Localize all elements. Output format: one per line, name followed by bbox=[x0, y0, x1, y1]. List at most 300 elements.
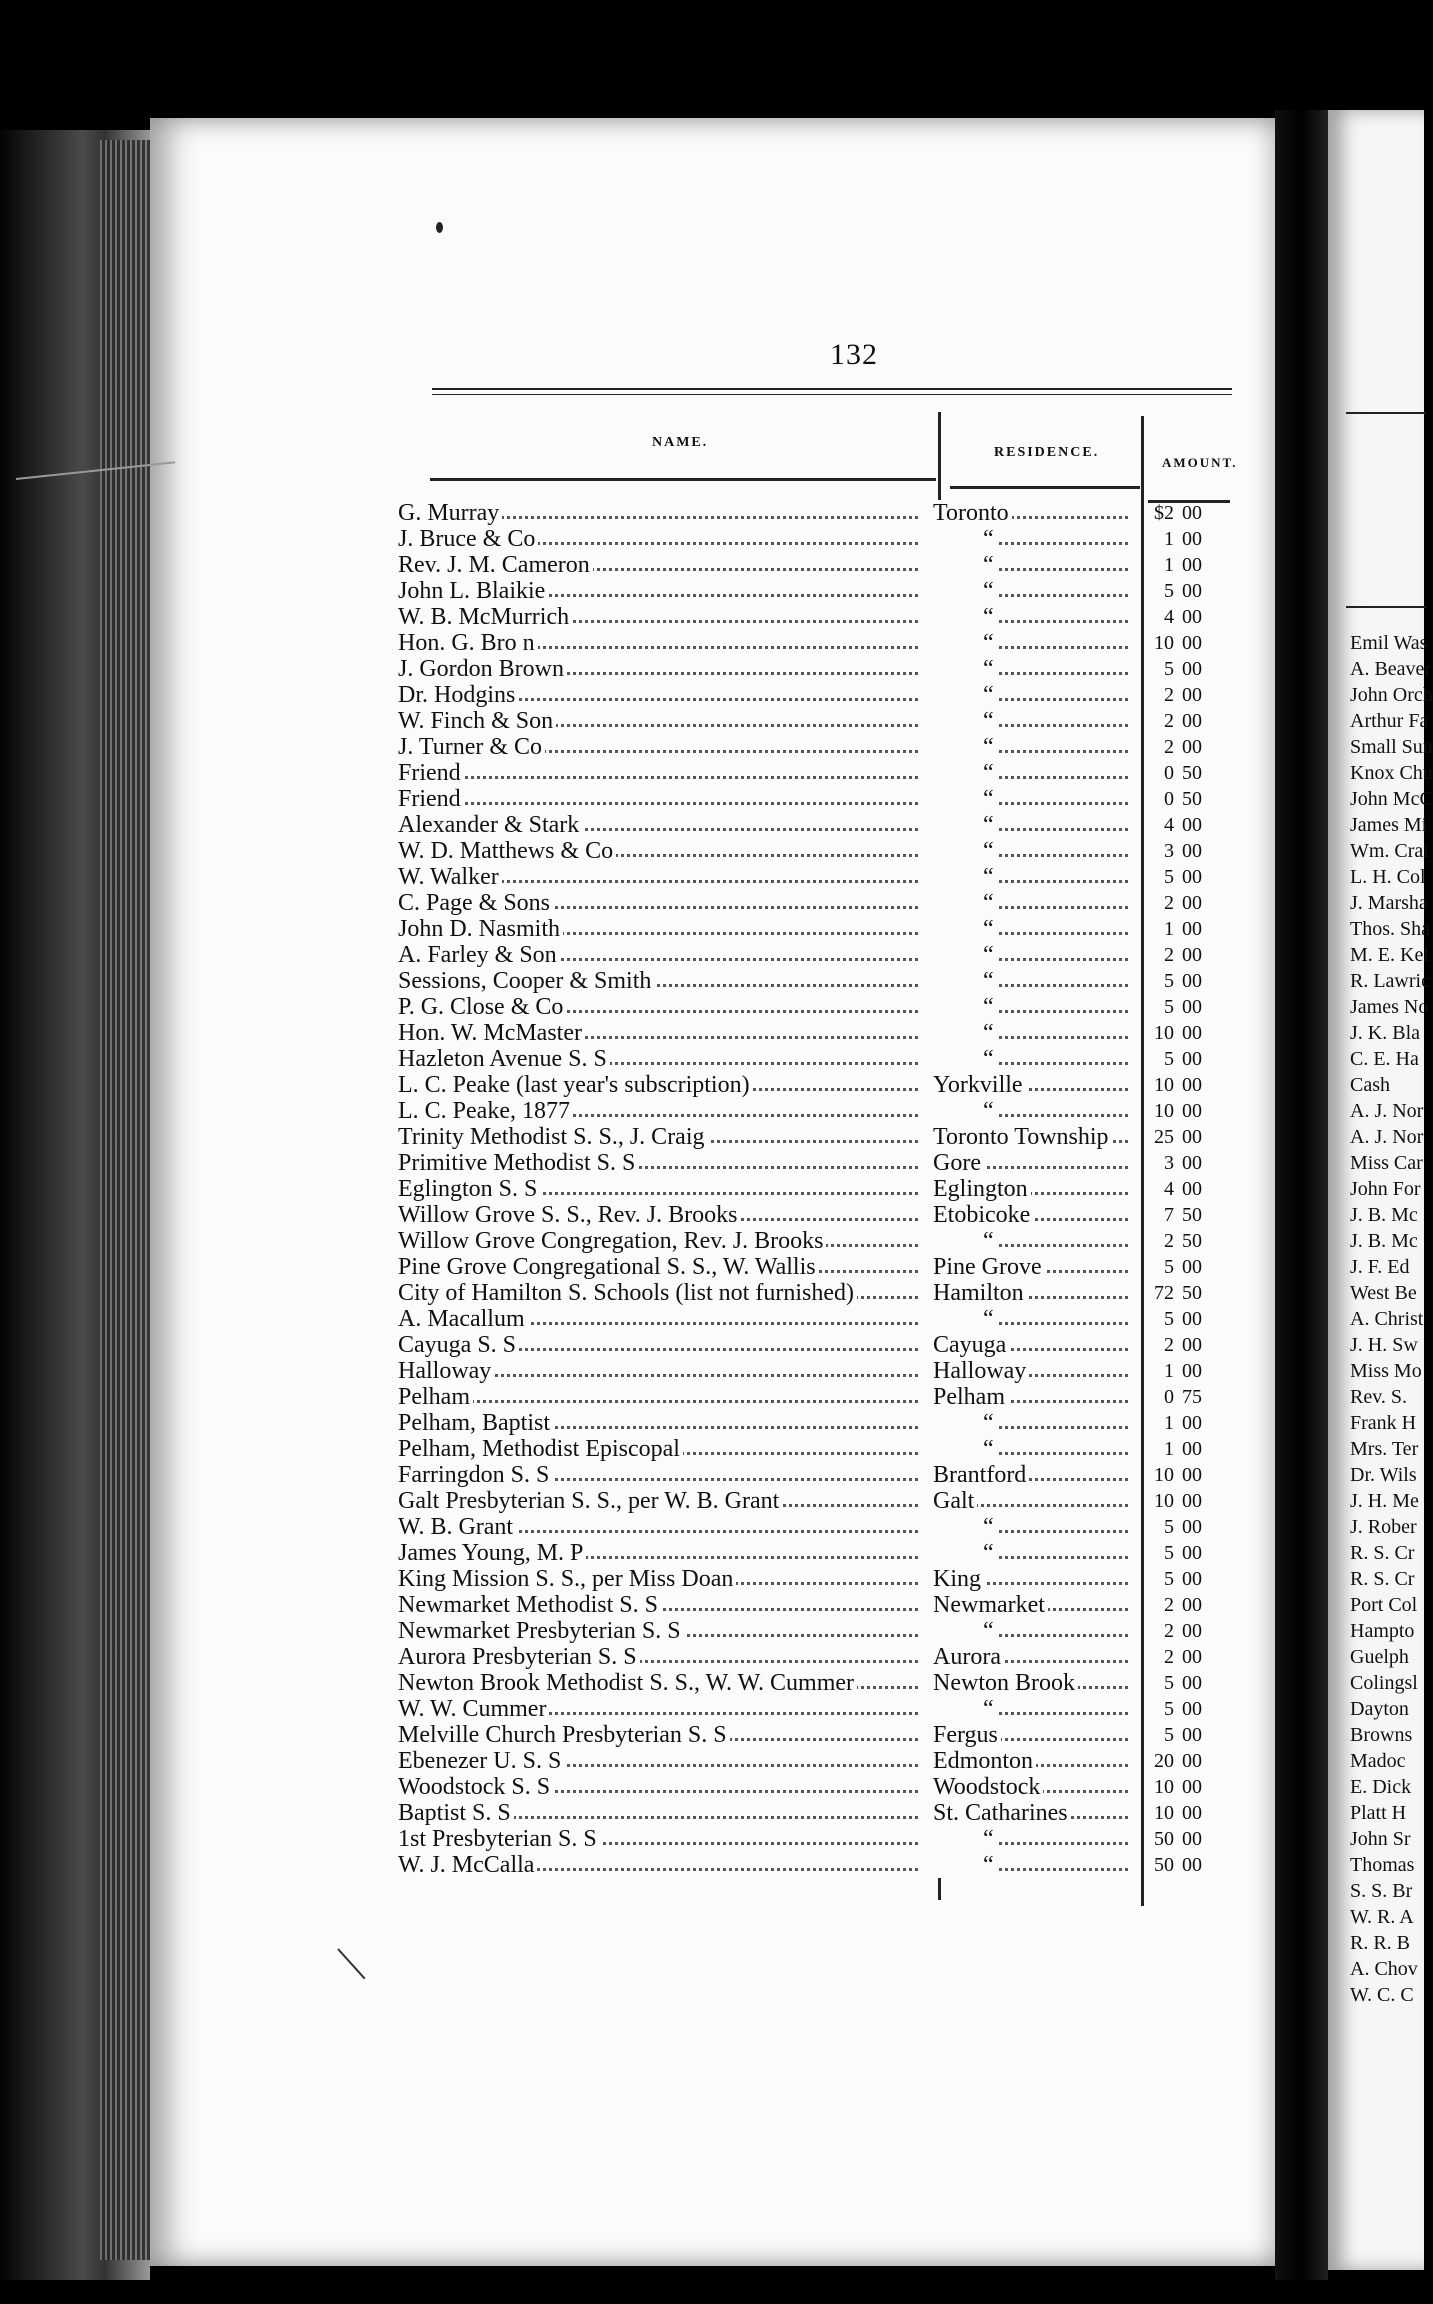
amount-cell bbox=[1136, 1098, 1236, 1124]
amount-cents: 00 bbox=[1182, 814, 1202, 836]
residence-text: Woodstock bbox=[933, 1774, 1043, 1800]
amount-cents: 00 bbox=[1182, 1620, 1202, 1642]
amount-cell bbox=[1136, 1150, 1236, 1176]
table-row bbox=[398, 1670, 1248, 1696]
residence-text: Gore bbox=[933, 1150, 984, 1176]
facing-entry: J. H. Me bbox=[1350, 1490, 1419, 1512]
residence-text: “ bbox=[933, 1306, 997, 1332]
amount-cents: 00 bbox=[1182, 684, 1202, 706]
facing-entry: Guelph bbox=[1350, 1646, 1409, 1668]
name-cell bbox=[398, 994, 918, 1020]
residence-cell bbox=[933, 526, 1128, 552]
table-row bbox=[398, 786, 1248, 812]
table-row bbox=[398, 1462, 1248, 1488]
residence-text: Halloway bbox=[933, 1358, 1029, 1384]
name-cell bbox=[398, 552, 918, 578]
name-cell bbox=[398, 1098, 918, 1124]
table-row bbox=[398, 734, 1248, 760]
residence-cell bbox=[933, 682, 1128, 708]
residence-cell bbox=[933, 708, 1128, 734]
subscriber-name: Woodstock S. S bbox=[398, 1774, 553, 1800]
name-cell bbox=[398, 1514, 918, 1540]
residence-text: Newton Brook bbox=[933, 1670, 1078, 1696]
subscriber-name: Halloway bbox=[398, 1358, 494, 1384]
residence-text: “ bbox=[933, 1410, 997, 1436]
amount-cents: 00 bbox=[1182, 1048, 1202, 1070]
page-edges bbox=[100, 140, 150, 2260]
amount-dollars: 10 bbox=[1154, 1022, 1174, 1044]
residence-cell bbox=[933, 1046, 1128, 1072]
residence-cell bbox=[933, 1332, 1128, 1358]
residence-text: “ bbox=[933, 1020, 997, 1046]
residence-text: Cayuga bbox=[933, 1332, 1009, 1358]
subscriber-name: W. Walker bbox=[398, 864, 502, 890]
amount-dollars: 50 bbox=[1154, 1828, 1174, 1850]
amount-cell bbox=[1136, 1826, 1236, 1852]
table-row bbox=[398, 1774, 1248, 1800]
residence-cell bbox=[933, 864, 1128, 890]
amount-cents: 00 bbox=[1182, 580, 1202, 602]
subscriber-name: J. Gordon Brown bbox=[398, 656, 567, 682]
residence-cell bbox=[933, 604, 1128, 630]
amount-dollars: 1 bbox=[1164, 918, 1174, 940]
facing-entry: Wm. Crai bbox=[1350, 840, 1429, 862]
amount-dollars: 2 bbox=[1164, 944, 1174, 966]
residence-cell bbox=[933, 1774, 1128, 1800]
facing-entry: A. Christ bbox=[1350, 1308, 1424, 1330]
subscriber-name: 1st Presbyterian S. S bbox=[398, 1826, 600, 1852]
facing-entry: E. Dick bbox=[1350, 1776, 1412, 1798]
name-cell bbox=[398, 1124, 918, 1150]
subscriber-name: Eglington S. S bbox=[398, 1176, 540, 1202]
amount-cents: 00 bbox=[1182, 840, 1202, 862]
residence-cell bbox=[933, 500, 1128, 526]
facing-entry: Rev. S. bbox=[1350, 1386, 1408, 1408]
name-cell bbox=[398, 890, 918, 916]
name-cell bbox=[398, 786, 918, 812]
name-cell bbox=[398, 864, 918, 890]
amount-cell bbox=[1136, 1202, 1236, 1228]
table-row bbox=[398, 526, 1248, 552]
facing-entry: Colingsl bbox=[1350, 1672, 1418, 1694]
table-row bbox=[398, 1254, 1248, 1280]
amount-dollars: 50 bbox=[1154, 1854, 1174, 1876]
amount-cell bbox=[1136, 1358, 1236, 1384]
facing-entry: Emil Was bbox=[1350, 632, 1428, 654]
amount-cell bbox=[1136, 994, 1236, 1020]
table-row bbox=[398, 1618, 1248, 1644]
name-cell bbox=[398, 1358, 918, 1384]
amount-cents: 00 bbox=[1182, 1854, 1202, 1876]
residence-cell bbox=[933, 1254, 1128, 1280]
amount-dollars: 1 bbox=[1164, 1360, 1174, 1382]
subscriber-name: W. D. Matthews & Co bbox=[398, 838, 616, 864]
residence-text: “ bbox=[933, 1046, 997, 1072]
name-cell bbox=[398, 968, 918, 994]
residence-text: “ bbox=[933, 1514, 997, 1540]
residence-text: “ bbox=[933, 1098, 997, 1124]
table-row bbox=[398, 1566, 1248, 1592]
residence-cell bbox=[933, 1540, 1128, 1566]
amount-cents: 00 bbox=[1182, 1152, 1202, 1174]
name-cell bbox=[398, 578, 918, 604]
residence-cell bbox=[933, 1384, 1128, 1410]
name-cell bbox=[398, 1748, 918, 1774]
amount-cents: 00 bbox=[1182, 1802, 1202, 1824]
table-row bbox=[398, 500, 1248, 526]
name-cell bbox=[398, 838, 918, 864]
residence-text: “ bbox=[933, 864, 997, 890]
name-cell bbox=[398, 500, 918, 526]
residence-text: “ bbox=[933, 1228, 997, 1254]
residence-cell bbox=[933, 1696, 1128, 1722]
subscriber-name: Willow Grove Congregation, Rev. J. Brooks bbox=[398, 1228, 826, 1254]
residence-text: “ bbox=[933, 942, 997, 968]
amount-cell bbox=[1136, 1176, 1236, 1202]
amount-cents: 00 bbox=[1182, 554, 1202, 576]
name-cell bbox=[398, 942, 918, 968]
facing-entry: Browns bbox=[1350, 1724, 1413, 1746]
facing-entry: Knox Chu bbox=[1350, 762, 1433, 784]
amount-cents: 50 bbox=[1182, 762, 1202, 784]
amount-dollars: 4 bbox=[1164, 606, 1174, 628]
name-cell bbox=[398, 1774, 918, 1800]
subscriber-name: Newmarket Presbyterian S. S bbox=[398, 1618, 684, 1644]
facing-entry: John Orch bbox=[1350, 684, 1433, 706]
table-row bbox=[398, 1072, 1248, 1098]
residence-cell bbox=[933, 1228, 1128, 1254]
table-row bbox=[398, 682, 1248, 708]
table-row bbox=[398, 1176, 1248, 1202]
amount-dollars: 1 bbox=[1164, 1412, 1174, 1434]
amount-cell bbox=[1136, 1566, 1236, 1592]
subscriber-name: Newton Brook Methodist S. S., W. W. Cummer bbox=[398, 1670, 857, 1696]
residence-text: “ bbox=[933, 578, 997, 604]
amount-cents: 00 bbox=[1182, 606, 1202, 628]
table-row bbox=[398, 1592, 1248, 1618]
subscription-table bbox=[398, 500, 1248, 1878]
residence-text: “ bbox=[933, 682, 997, 708]
amount-cell bbox=[1136, 552, 1236, 578]
table-row bbox=[398, 1332, 1248, 1358]
facing-entry: West Be bbox=[1350, 1282, 1417, 1304]
residence-cell bbox=[933, 1644, 1128, 1670]
name-cell bbox=[398, 1384, 918, 1410]
amount-cents: 00 bbox=[1182, 710, 1202, 732]
amount-cell bbox=[1136, 1696, 1236, 1722]
facing-entry: J. B. Mc bbox=[1350, 1230, 1418, 1252]
table-row bbox=[398, 1514, 1248, 1540]
residence-text: “ bbox=[933, 552, 997, 578]
amount-cents: 00 bbox=[1182, 892, 1202, 914]
table-row bbox=[398, 942, 1248, 968]
amount-cents: 50 bbox=[1182, 788, 1202, 810]
amount-cell bbox=[1136, 786, 1236, 812]
table-row bbox=[398, 812, 1248, 838]
facing-entry: W. R. A bbox=[1350, 1906, 1414, 1928]
right-page bbox=[1328, 110, 1433, 2270]
table-row bbox=[398, 708, 1248, 734]
amount-cell bbox=[1136, 838, 1236, 864]
header-residence: RESIDENCE. bbox=[994, 445, 1100, 460]
facing-entry: J. K. Bla bbox=[1350, 1022, 1420, 1044]
residence-cell bbox=[933, 1462, 1128, 1488]
facing-entry: R. Lawric bbox=[1350, 970, 1430, 992]
table-row bbox=[398, 1020, 1248, 1046]
amount-cell bbox=[1136, 1046, 1236, 1072]
amount-cell bbox=[1136, 968, 1236, 994]
amount-dollars: 2 bbox=[1164, 892, 1174, 914]
amount-cell bbox=[1136, 500, 1236, 526]
residence-cell bbox=[933, 1852, 1128, 1878]
subscriber-name: Ebenezer U. S. S bbox=[398, 1748, 564, 1774]
name-cell bbox=[398, 1722, 918, 1748]
amount-cell bbox=[1136, 1488, 1236, 1514]
amount-dollars: 2 bbox=[1164, 1646, 1174, 1668]
subscriber-name: Friend bbox=[398, 786, 464, 812]
amount-cell bbox=[1136, 526, 1236, 552]
subscriber-name: Rev. J. M. Cameron bbox=[398, 552, 593, 578]
amount-cents: 00 bbox=[1182, 1178, 1202, 1200]
facing-entry: A. Beaver bbox=[1350, 658, 1432, 680]
table-row bbox=[398, 1280, 1248, 1306]
facing-entry: Small Sun bbox=[1350, 736, 1433, 758]
residence-text: “ bbox=[933, 812, 997, 838]
amount-cents: 00 bbox=[1182, 1750, 1202, 1772]
amount-dollars: 5 bbox=[1164, 1698, 1174, 1720]
subscriber-name: W. J. McCalla bbox=[398, 1852, 537, 1878]
subscriber-name: C. Page & Sons bbox=[398, 890, 553, 916]
amount-dollars: 10 bbox=[1154, 632, 1174, 654]
amount-cents: 00 bbox=[1182, 1360, 1202, 1382]
facing-entry: Dayton bbox=[1350, 1698, 1409, 1720]
table-row bbox=[398, 1826, 1248, 1852]
amount-dollars: 2 bbox=[1164, 1334, 1174, 1356]
amount-dollars: 5 bbox=[1164, 1672, 1174, 1694]
table-row bbox=[398, 1384, 1248, 1410]
amount-dollars: 1 bbox=[1164, 554, 1174, 576]
residence-text: “ bbox=[933, 604, 997, 630]
amount-cell bbox=[1136, 864, 1236, 890]
residence-cell bbox=[933, 838, 1128, 864]
subscriber-name: Pine Grove Congregational S. S., W. Wallis bbox=[398, 1254, 819, 1280]
amount-cents: 00 bbox=[1182, 1464, 1202, 1486]
subscriber-name: W. Finch & Son bbox=[398, 708, 556, 734]
name-cell bbox=[398, 1332, 918, 1358]
amount-dollars: 10 bbox=[1154, 1464, 1174, 1486]
name-cell bbox=[398, 1462, 918, 1488]
residence-text: Brantford bbox=[933, 1462, 1029, 1488]
residence-text: St. Catharines bbox=[933, 1800, 1071, 1826]
residence-cell bbox=[933, 1722, 1128, 1748]
subscriber-name: Dr. Hodgins bbox=[398, 682, 518, 708]
facing-entry: Cash bbox=[1350, 1074, 1390, 1096]
table-row bbox=[398, 1306, 1248, 1332]
facing-entry: L. H. Col bbox=[1350, 866, 1426, 888]
amount-cents: 00 bbox=[1182, 1698, 1202, 1720]
name-cell bbox=[398, 1670, 918, 1696]
subscriber-name: L. C. Peake (last year's subscription) bbox=[398, 1072, 753, 1098]
residence-cell bbox=[933, 1306, 1128, 1332]
residence-text: “ bbox=[933, 1540, 997, 1566]
table-row bbox=[398, 1150, 1248, 1176]
residence-text: “ bbox=[933, 1436, 997, 1462]
amount-dollars: 10 bbox=[1154, 1802, 1174, 1824]
table-row bbox=[398, 1202, 1248, 1228]
residence-cell bbox=[933, 1436, 1128, 1462]
table-row bbox=[398, 760, 1248, 786]
amount-dollars: 5 bbox=[1164, 658, 1174, 680]
table-row bbox=[398, 1124, 1248, 1150]
amount-dollars: 5 bbox=[1164, 996, 1174, 1018]
residence-cell bbox=[933, 1800, 1128, 1826]
subscriber-name: Baptist S. S bbox=[398, 1800, 514, 1826]
facing-entry: J. Rober bbox=[1350, 1516, 1417, 1538]
residence-text: “ bbox=[933, 734, 997, 760]
amount-cell bbox=[1136, 682, 1236, 708]
name-cell bbox=[398, 1800, 918, 1826]
amount-dollars: 5 bbox=[1164, 1516, 1174, 1538]
table-row bbox=[398, 890, 1248, 916]
amount-cell bbox=[1136, 1644, 1236, 1670]
amount-cell bbox=[1136, 890, 1236, 916]
name-cell bbox=[398, 682, 918, 708]
amount-cents: 00 bbox=[1182, 918, 1202, 940]
facing-entry: Miss Car bbox=[1350, 1152, 1423, 1174]
residence-cell bbox=[933, 734, 1128, 760]
table-row bbox=[398, 604, 1248, 630]
book-gutter bbox=[1275, 110, 1328, 2280]
header-amount: AMOUNT. bbox=[1162, 455, 1238, 470]
name-cell bbox=[398, 1592, 918, 1618]
amount-dollars: 7 bbox=[1164, 1204, 1174, 1226]
amount-cell bbox=[1136, 1618, 1236, 1644]
facing-entry: Mrs. Ter bbox=[1350, 1438, 1419, 1460]
residence-cell bbox=[933, 890, 1128, 916]
subscriber-name: John D. Nasmith bbox=[398, 916, 563, 942]
table-row bbox=[398, 864, 1248, 890]
amount-cell bbox=[1136, 1332, 1236, 1358]
name-cell bbox=[398, 1306, 918, 1332]
name-cell bbox=[398, 916, 918, 942]
subscriber-name: A. Farley & Son bbox=[398, 942, 560, 968]
subscriber-name: Hon. W. McMaster bbox=[398, 1020, 585, 1046]
amount-cell bbox=[1136, 1280, 1236, 1306]
residence-text: Toronto Township bbox=[933, 1124, 1112, 1150]
facing-entry: Thomas bbox=[1350, 1854, 1415, 1876]
amount-cell bbox=[1136, 812, 1236, 838]
residence-text: “ bbox=[933, 1852, 997, 1878]
amount-cell bbox=[1136, 630, 1236, 656]
residence-text: Aurora bbox=[933, 1644, 1004, 1670]
residence-text: “ bbox=[933, 968, 997, 994]
amount-dollars: 20 bbox=[1154, 1750, 1174, 1772]
subscriber-name: Pelham bbox=[398, 1384, 473, 1410]
subscriber-name: Pelham, Baptist bbox=[398, 1410, 553, 1436]
subscriber-name: King Mission S. S., per Miss Doan bbox=[398, 1566, 736, 1592]
facing-entry: John For bbox=[1350, 1178, 1421, 1200]
amount-dollars: 2 bbox=[1164, 1230, 1174, 1252]
amount-dollars: 72 bbox=[1154, 1282, 1174, 1304]
facing-entry: Dr. Wils bbox=[1350, 1464, 1417, 1486]
subscriber-name: City of Hamilton S. Schools (list not furnished) bbox=[398, 1280, 857, 1306]
residence-text: “ bbox=[933, 1618, 997, 1644]
amount-cell bbox=[1136, 656, 1236, 682]
amount-cell bbox=[1136, 1514, 1236, 1540]
facing-header-underline bbox=[1346, 606, 1426, 608]
subscriber-name: G. Murray bbox=[398, 500, 502, 526]
name-cell bbox=[398, 1540, 918, 1566]
facing-entry: J. Marsha bbox=[1350, 892, 1428, 914]
residence-cell bbox=[933, 1280, 1128, 1306]
amount-cents: 50 bbox=[1182, 1230, 1202, 1252]
amount-cents: 00 bbox=[1182, 1672, 1202, 1694]
facing-entry: Platt H bbox=[1350, 1802, 1407, 1824]
facing-entry: A. J. Nor bbox=[1350, 1100, 1424, 1122]
residence-cell bbox=[933, 1618, 1128, 1644]
amount-cents: 50 bbox=[1182, 1282, 1202, 1304]
amount-cents: 00 bbox=[1182, 736, 1202, 758]
top-rule bbox=[432, 388, 1232, 390]
table-row bbox=[398, 552, 1248, 578]
table-row bbox=[398, 656, 1248, 682]
amount-cents: 00 bbox=[1182, 1256, 1202, 1278]
amount-dollars: 4 bbox=[1164, 814, 1174, 836]
table-row bbox=[398, 1436, 1248, 1462]
amount-dollars: 5 bbox=[1164, 1256, 1174, 1278]
subscriber-name: Sessions, Cooper & Smith bbox=[398, 968, 654, 994]
amount-cell bbox=[1136, 760, 1236, 786]
facing-entry: Madoc bbox=[1350, 1750, 1406, 1772]
residence-cell bbox=[933, 656, 1128, 682]
subscriber-name: Farringdon S. S bbox=[398, 1462, 552, 1488]
residence-cell bbox=[933, 1072, 1128, 1098]
name-cell bbox=[398, 1566, 918, 1592]
residence-text: “ bbox=[933, 890, 997, 916]
residence-text: “ bbox=[933, 526, 997, 552]
amount-cell bbox=[1136, 1592, 1236, 1618]
residence-cell bbox=[933, 552, 1128, 578]
amount-cell bbox=[1136, 1124, 1236, 1150]
residence-cell bbox=[933, 812, 1128, 838]
subscriber-name: Friend bbox=[398, 760, 464, 786]
subscriber-name: Melville Church Presbyterian S. S bbox=[398, 1722, 730, 1748]
amount-dollars: 2 bbox=[1164, 736, 1174, 758]
residence-text: King bbox=[933, 1566, 984, 1592]
name-cell bbox=[398, 734, 918, 760]
amount-dollars: 0 bbox=[1164, 762, 1174, 784]
name-cell bbox=[398, 812, 918, 838]
facing-entry: John Sr bbox=[1350, 1828, 1411, 1850]
residence-cell bbox=[933, 1488, 1128, 1514]
table-row bbox=[398, 578, 1248, 604]
amount-cents: 00 bbox=[1182, 866, 1202, 888]
amount-cents: 00 bbox=[1182, 1776, 1202, 1798]
amount-cell bbox=[1136, 1462, 1236, 1488]
name-cell bbox=[398, 1150, 918, 1176]
amount-cents: 00 bbox=[1182, 502, 1202, 524]
subscriber-name: Hon. G. Bro n bbox=[398, 630, 538, 656]
table-row bbox=[398, 1488, 1248, 1514]
amount-dollars: 2 bbox=[1164, 1620, 1174, 1642]
amount-cents: 00 bbox=[1182, 1594, 1202, 1616]
residence-cell bbox=[933, 968, 1128, 994]
residence-cell bbox=[933, 1202, 1128, 1228]
top-rule-thin bbox=[432, 394, 1232, 395]
amount-dollars: 1 bbox=[1164, 1438, 1174, 1460]
name-cell bbox=[398, 1176, 918, 1202]
name-cell bbox=[398, 1228, 918, 1254]
